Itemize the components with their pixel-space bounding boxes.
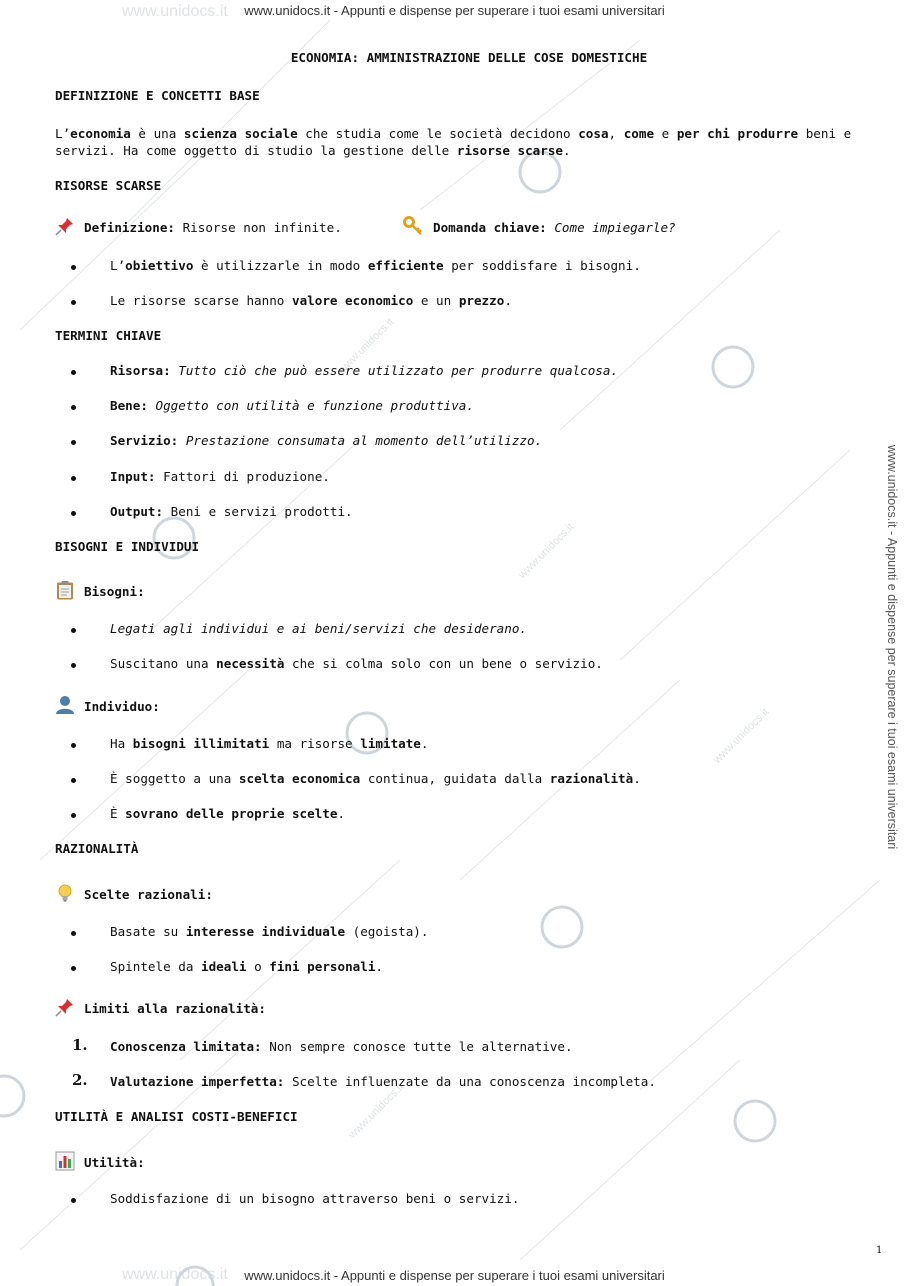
bullet-dot [71,440,76,445]
bullet-dot [71,265,76,270]
faint-watermark-text: www.unidocs.it [516,521,577,581]
key-icon [403,216,423,236]
bar-chart-icon [55,1151,75,1171]
bullet-dot [71,966,76,971]
bullet-dot [71,511,76,516]
section-title-risorse-scarse: RISORSE SCARSE [55,178,162,193]
list-number: 2. [72,1071,88,1089]
bullet-dot [71,628,76,633]
faint-watermark-text: www.unidocs.it [336,316,397,376]
lightbulb-icon [55,883,75,903]
pushpin-icon [55,216,75,236]
header-watermark: www.unidocs.it - Appunti e dispense per superare i tuoi esami universitari [244,3,665,18]
list-item: Servizio: Prestazione consumata al momento dell’utilizzo. [110,433,543,448]
list-item: Ha bisogni illimitati ma risorse limitate. [110,736,429,751]
section-title-razionalita: RAZIONALITÀ [55,841,139,856]
faint-watermark-text: www.unidocs.it [346,1081,407,1141]
section-title-bisogni-individui: BISOGNI E INDIVIDUI [55,539,200,554]
list-item: Le risorse scarse hanno valore economico e un prezzo. [110,293,512,308]
list-item: Suscitano una necessità che si colma solo con un bene o servizio. [110,656,603,671]
person-icon [55,695,75,715]
risorse-domanda-line: Domanda chiave: Come impiegarle? [433,220,676,235]
faint-watermark-text: www.unidocs.it [122,1266,228,1283]
bullet-dot [71,300,76,305]
document-title: ECONOMIA: AMMINISTRAZIONE DELLE COSE DOMESTICHE [290,50,648,65]
footer-watermark: www.unidocs.it - Appunti e dispense per superare i tuoi esami universitari [244,1268,665,1283]
list-item: È soggetto a una scelta economica continua, guidata dalla razionalità. [110,771,641,786]
list-item: È sovrano delle proprie scelte. [110,806,346,821]
bullet-dot [71,778,76,783]
limiti-label: Limiti alla razionalità: [84,1001,266,1016]
section-title-termini-chiave: TERMINI CHIAVE [55,328,162,343]
scelte-razionali-label: Scelte razionali: [84,887,213,902]
list-item: Legati agli individui e ai beni/servizi che desiderano. [110,621,528,636]
intro-paragraph: L’economia è una scienza sociale che studia come le società decidono cosa, come e per chi produrre beni e servizi. Ha come oggetto di studio la gestione delle risorse scarse. [55,126,852,158]
list-item: Soddisfazione di un bisogno attraverso beni o servizi. [110,1191,520,1206]
right-side-watermark: www.unidocs.it - Appunti e dispense per superare i tuoi esami universitari [885,444,900,850]
bullet-dot [71,743,76,748]
individuo-label: Individuo: [84,699,160,714]
list-item: Risorsa: Tutto ciò che può essere utilizzato per produrre qualcosa. [110,363,619,378]
utilita-label: Utilità: [84,1155,145,1170]
bullet-dot [71,931,76,936]
list-item: Conoscenza limitata: Non sempre conosce tutte le alternative. [110,1039,573,1054]
pushpin-icon [55,997,75,1017]
faint-watermark-text: www.unidocs.it [122,3,228,20]
faint-watermark-text: www.unidocs.it [711,706,772,766]
page-number: 1 [876,1245,883,1256]
list-item: Input: Fattori di produzione. [110,469,330,484]
list-number: 1. [72,1036,88,1054]
bullet-dot [71,370,76,375]
list-item: Valutazione imperfetta: Scelte influenzate da una conoscenza incompleta. [110,1074,656,1089]
list-item: Bene: Oggetto con utilità e funzione produttiva. [110,398,474,413]
list-item: L’obiettivo è utilizzarle in modo efficiente per soddisfare i bisogni. [110,258,641,273]
clipboard-icon [55,580,75,600]
section-title-definizione: DEFINIZIONE E CONCETTI BASE [55,88,260,103]
bullet-dot [71,405,76,410]
bullet-dot [71,813,76,818]
section-title-utilita: UTILITÀ E ANALISI COSTI-BENEFICI [55,1109,298,1124]
list-item: Basate su interesse individuale (egoista). [110,924,429,939]
list-item: Spintele da ideali o fini personali. [110,959,383,974]
bisogni-label: Bisogni: [84,584,145,599]
bullet-dot [71,476,76,481]
bullet-dot [71,1198,76,1203]
bullet-dot [71,663,76,668]
list-item: Output: Beni e servizi prodotti. [110,504,353,519]
risorse-definizione-line: Definizione: Risorse non infinite. [84,220,342,235]
